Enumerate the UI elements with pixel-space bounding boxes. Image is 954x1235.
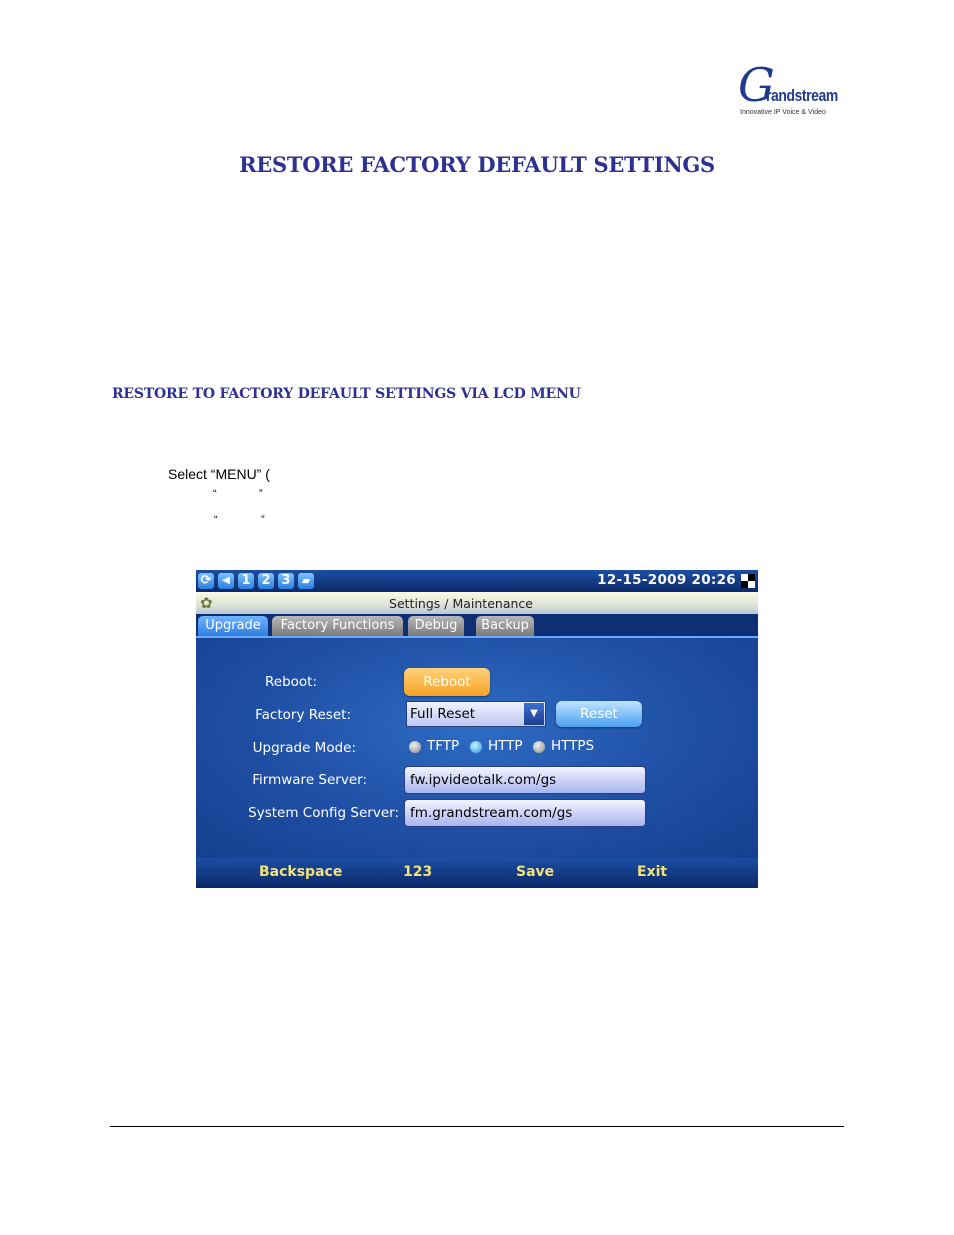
config-server-input[interactable] xyxy=(404,799,646,827)
lcd-status-bar xyxy=(196,570,758,592)
factory-reset-value: Full Reset xyxy=(410,706,476,722)
section-title: RESTORE TO FACTORY DEFAULT SETTINGS VIA LCD MENU xyxy=(112,386,581,402)
page-title: RESTORE FACTORY DEFAULT SETTINGS xyxy=(239,152,715,177)
firmware-server-input[interactable] xyxy=(404,766,646,794)
upgrade-mode-label: Upgrade Mode: xyxy=(252,740,356,756)
logo-wordmark: randstream xyxy=(766,86,838,105)
volume-icon: ◀ xyxy=(218,573,234,589)
step-1-text: Select “MENU” ( xyxy=(168,466,270,482)
softkey-backspace[interactable]: Backspace xyxy=(259,864,343,880)
tab-debug[interactable]: Debug xyxy=(408,616,464,636)
grid-icon xyxy=(741,574,755,588)
factory-reset-label: Factory Reset: xyxy=(255,707,351,723)
config-server-label: System Config Server: xyxy=(248,805,399,821)
softkey-bar xyxy=(196,858,758,888)
open-quote-2: “ xyxy=(214,514,218,526)
line-3-icon: 3 xyxy=(278,573,294,589)
softkey-123[interactable]: 123 xyxy=(403,864,433,880)
reboot-label: Reboot: xyxy=(264,674,317,690)
softkey-save[interactable]: Save xyxy=(516,864,555,880)
firmware-server-value: fw.ipvideotalk.com/gs xyxy=(410,772,557,788)
grandstream-logo xyxy=(736,58,840,120)
logo-script-letter: G xyxy=(738,58,775,112)
line-2-icon: 2 xyxy=(258,573,274,589)
reset-button[interactable]: Reset xyxy=(556,701,642,727)
open-quote-1: “ xyxy=(213,488,217,500)
close-quote-1: ” xyxy=(259,488,263,500)
chevron-down-icon: ▼ xyxy=(524,703,544,725)
radio-http-label: HTTP xyxy=(488,738,523,754)
line-1-icon: 1 xyxy=(238,573,254,589)
lcd-screenshot xyxy=(196,570,758,888)
radio-https[interactable] xyxy=(533,741,545,753)
settings-gear-icon: ✿ xyxy=(200,594,213,612)
tab-backup[interactable]: Backup xyxy=(476,616,534,636)
radio-tftp-label: TFTP xyxy=(427,738,460,754)
config-server-value: fm.grandstream.com/gs xyxy=(410,805,573,821)
firmware-server-label: Firmware Server: xyxy=(252,772,367,788)
logo-tagline: Innovative IP Voice & Video xyxy=(740,109,826,116)
radio-tftp[interactable] xyxy=(409,741,421,753)
radio-http[interactable] xyxy=(470,741,482,753)
sync-icon: ⟳ xyxy=(198,573,214,589)
status-datetime: 12-15-2009 20:26 xyxy=(597,572,736,588)
softkey-exit[interactable]: Exit xyxy=(637,864,668,880)
footer-rule xyxy=(110,1126,844,1127)
tab-upgrade[interactable]: Upgrade xyxy=(198,616,268,636)
window-title: Settings / Maintenance xyxy=(389,596,533,611)
reboot-button[interactable]: Reboot xyxy=(404,668,490,696)
lcd-tab-bar xyxy=(196,614,758,638)
folder-icon: ▰ xyxy=(298,573,314,589)
factory-reset-select[interactable] xyxy=(406,701,546,727)
tab-factory-functions[interactable]: Factory Functions xyxy=(272,616,403,636)
radio-https-label: HTTPS xyxy=(551,738,595,754)
close-quote-2: ” xyxy=(261,514,265,526)
lcd-title-bar xyxy=(196,592,758,614)
